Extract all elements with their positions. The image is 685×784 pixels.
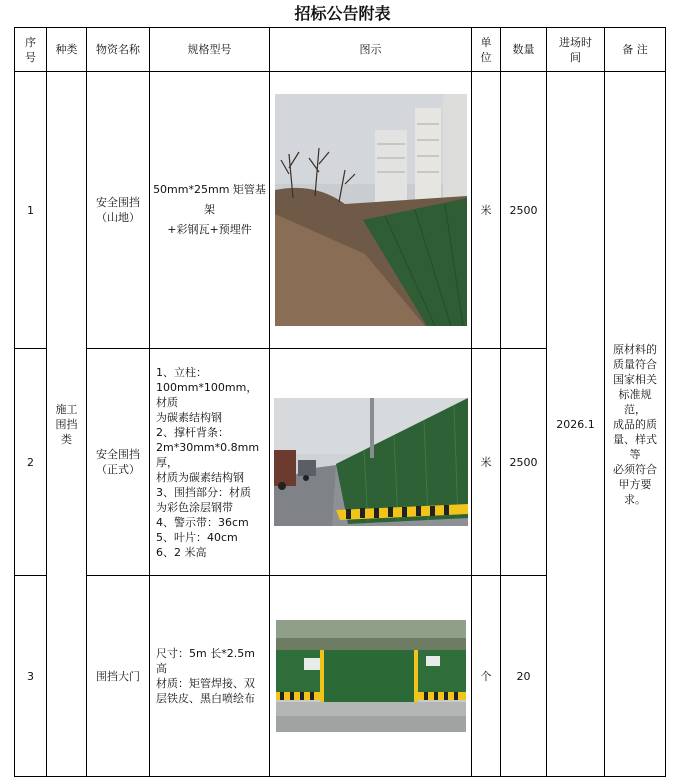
row-name: 安全围挡 （山地） xyxy=(87,72,150,349)
row-spec: 50mm*25mm 矩管基架 +彩钢瓦+预埋件 xyxy=(150,72,270,349)
row-name: 围挡大门 xyxy=(87,576,150,777)
category-cell: 施工 围挡 类 xyxy=(47,72,87,777)
header-spec: 规格型号 xyxy=(150,28,270,72)
row-qty: 2500 xyxy=(501,72,547,349)
header-qty: 数量 xyxy=(501,28,547,72)
bid-table xyxy=(14,27,666,777)
row-qty: 20 xyxy=(501,576,547,777)
header-image: 图示 xyxy=(270,28,472,72)
header-time: 进场时 间 xyxy=(547,28,605,72)
row-spec: 1、立柱： 100mm*100mm，材质 为碳素结构钢 2、撑杆背条： 2m*30mm*0.8mm 厚， 材质为碳素结构钢 3、围挡部分：材质 为彩色涂层钢带 4、警示带：36cm 5、叶片：40cm 6、2 米高 xyxy=(150,349,270,576)
row-spec: 尺寸：5m 长*2.5m 高 材质：矩管焊接、双 层铁皮、黑白喷绘布 xyxy=(150,576,270,777)
row-unit: 米 xyxy=(472,349,501,576)
header-name: 物资名称 xyxy=(87,28,150,72)
row-image xyxy=(270,72,472,349)
remark-cell: 原材料的 质量符合 国家相关 标准规范， 成品的质 量、样式等 必须符合 甲方要求。 xyxy=(605,72,666,777)
row-qty: 2500 xyxy=(501,349,547,576)
table-row xyxy=(15,72,666,349)
row-image xyxy=(270,576,472,777)
row-seq: 3 xyxy=(15,576,47,777)
row-seq: 2 xyxy=(15,349,47,576)
header-seq: 序 号 xyxy=(15,28,47,72)
fence-gate-photo xyxy=(276,620,466,732)
time-cell: 2026.1 xyxy=(547,72,605,777)
header-remark: 备 注 xyxy=(605,28,666,72)
header-row xyxy=(15,28,666,72)
header-category: 种类 xyxy=(47,28,87,72)
row-unit: 个 xyxy=(472,576,501,777)
row-image xyxy=(270,349,472,576)
road-fence-photo xyxy=(274,398,468,526)
mountain-fence-photo xyxy=(275,94,467,326)
header-unit: 单 位 xyxy=(472,28,501,72)
document-title: 招标公告附表 xyxy=(294,4,391,23)
row-unit: 米 xyxy=(472,72,501,349)
row-seq: 1 xyxy=(15,72,47,349)
row-name: 安全围挡 （正式） xyxy=(87,349,150,576)
